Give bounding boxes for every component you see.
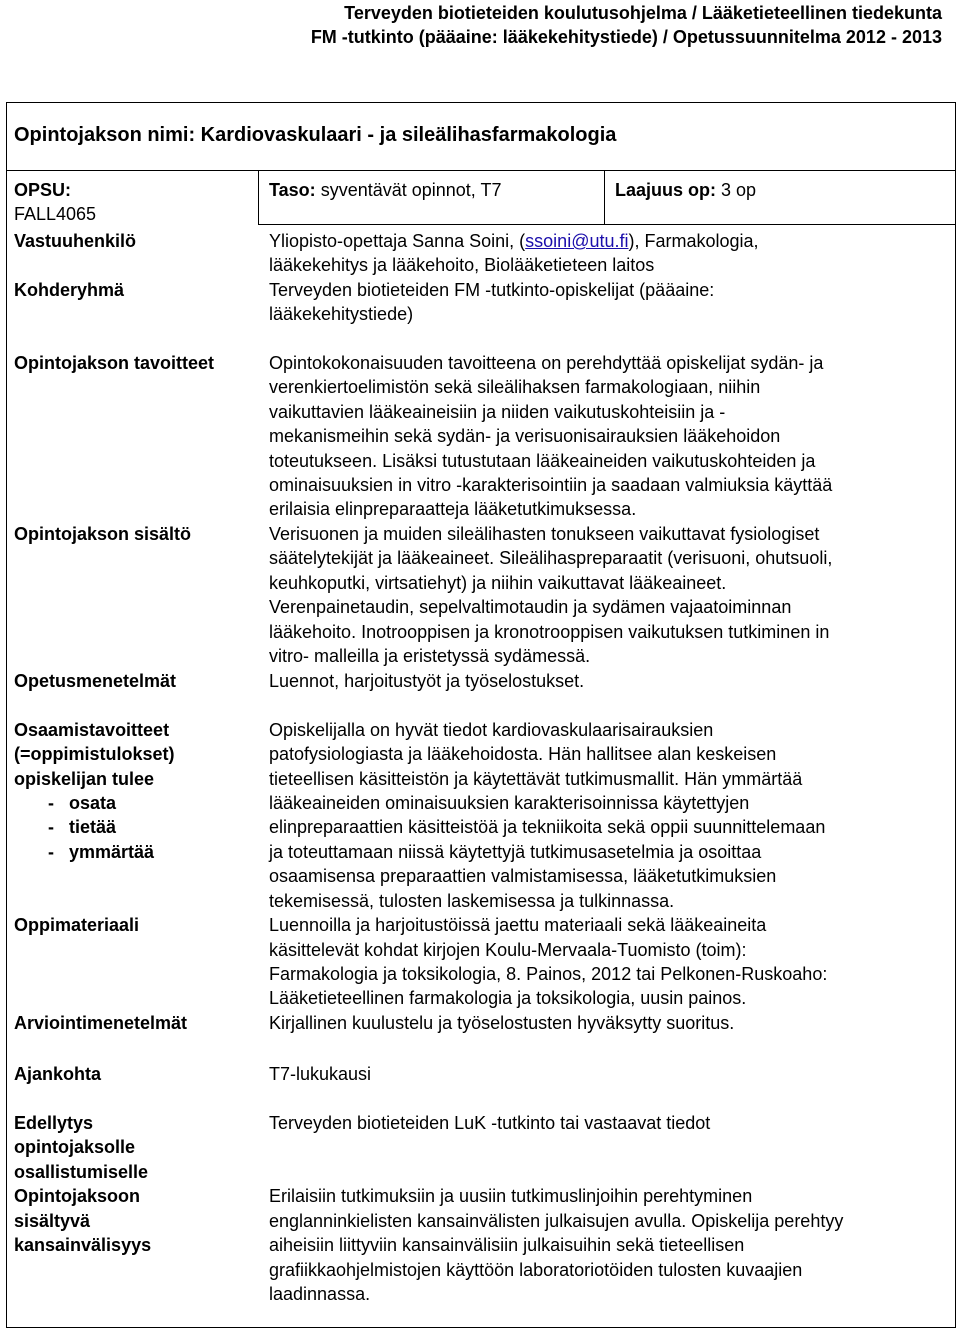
outcome-sub-item-text: ymmärtää bbox=[69, 842, 155, 862]
prerequisites-label: osallistumiselle bbox=[14, 1162, 149, 1182]
methods-line: Luennot, harjoitustyöt ja työselostukset. bbox=[269, 671, 585, 691]
outcomes-line: tekemisessä, tulosten laskemisessa ja tulkinnassa. bbox=[269, 891, 675, 911]
outcome-sub-item: - osata bbox=[48, 793, 117, 813]
international-line: englanninkielisten kansainvälisten julkaisujen avulla. Opiskelija perehtyy bbox=[269, 1211, 844, 1231]
international-label: sisältyvä bbox=[14, 1211, 91, 1231]
outcomes-line: patofysiologiasta ja lääkehoidosta. Hän hallitsee alan keskeisen bbox=[269, 744, 777, 764]
target-group-label: Kohderyhmä bbox=[14, 280, 125, 300]
materials-line: Lääketieteellinen farmakologia ja toksikologia, uusin painos. bbox=[269, 988, 747, 1008]
timing-line: T7-lukukausi bbox=[269, 1064, 372, 1084]
prerequisites-line: Terveyden biotieteiden LuK -tutkinto tai vastaavat tiedot bbox=[269, 1113, 711, 1133]
outcomes-label: Osaamistavoitteet bbox=[14, 720, 170, 740]
goals-line: erilaisia elinpreparaatteja lääketutkimuksessa. bbox=[269, 499, 637, 519]
table-divider bbox=[258, 170, 259, 225]
opsu-code: FALL4065 bbox=[14, 204, 97, 224]
international-line: Erilaisiin tutkimuksiin ja uusiin tutkimuslinjoihin perehtyminen bbox=[269, 1186, 753, 1206]
level-label: Taso: bbox=[269, 180, 316, 200]
international-label: Opintojaksoon bbox=[14, 1186, 140, 1206]
prerequisites-label: Edellytys bbox=[14, 1113, 94, 1133]
content-label: Opintojakson sisältö bbox=[14, 524, 192, 544]
table-divider bbox=[604, 170, 605, 225]
outcomes-label: (=oppimistulokset) bbox=[14, 744, 175, 764]
outcome-sub-item-text: tietää bbox=[69, 817, 117, 837]
assessment-label: Arviointimenetelmät bbox=[14, 1013, 188, 1033]
outcomes-line: lääkeaineiden ominaisuuksien karakterisoinnissa käytettyjen bbox=[269, 793, 750, 813]
methods-label: Opetusmenetelmät bbox=[14, 671, 177, 691]
materials-label: Oppimateriaali bbox=[14, 915, 140, 935]
target-group-line: Terveyden biotieteiden FM -tutkinto-opiskelijat (pääaine: bbox=[269, 280, 715, 300]
international-label: kansainvälisyys bbox=[14, 1235, 152, 1255]
outcomes-line: osaamisensa preparaattien valmistamisessa, lääketutkimuksien bbox=[269, 866, 777, 886]
timing-label: Ajankohta bbox=[14, 1064, 102, 1084]
outcomes-line: elinpreparaattien käsitteistöä ja tekniikoita sekä oppii suunnittelemaan bbox=[269, 817, 826, 837]
opsu-label: OPSU: bbox=[14, 180, 72, 200]
outcome-sub-item-text: osata bbox=[69, 793, 117, 813]
responsible-label: Vastuuhenkilö bbox=[14, 231, 137, 251]
goals-line: toteutukseen. Lisäksi tutustutaan lääkeaineiden vaikutuskohteiden ja bbox=[269, 451, 816, 471]
assessment-line: Kirjallinen kuulustelu ja työselostusten hyväksytty suoritus. bbox=[269, 1013, 735, 1033]
goals-label: Opintojakson tavoitteet bbox=[14, 353, 215, 373]
goals-line: mekanismeihin sekä sydän- ja verisuonisairauksien lääkehoidon bbox=[269, 426, 781, 446]
level-value: syventävät opinnot, T7 bbox=[320, 180, 502, 200]
outcomes-line: ja toteuttamaan niissä käytettyjä tutkimusasetelmia ja osoittaa bbox=[269, 842, 762, 862]
table-divider bbox=[6, 170, 956, 171]
target-group-line: lääkekehitystiede) bbox=[269, 304, 414, 324]
outcomes-line: tieteellisen käsitteistön ja käytettävät tutkimusmallit. Hän ymmärtää bbox=[269, 769, 803, 789]
level-field bbox=[269, 178, 501, 202]
outcomes-line: Opiskelijalla on hyvät tiedot kardiovaskulaarisairauksien bbox=[269, 720, 714, 740]
outcomes-label: opiskelijan tulee bbox=[14, 769, 155, 789]
credits-label: Laajuus op: bbox=[615, 180, 717, 200]
content-line: keuhkoputki, virtsatiehyt) ja niihin vaikuttavat lääkeaineet. bbox=[269, 573, 727, 593]
content-line: vitro- malleilla ja eristetyssä sydämessä. bbox=[269, 646, 591, 666]
faculty-header: Terveyden biotieteiden koulutusohjelma / Lääketieteellinen tiedekunta bbox=[344, 3, 942, 23]
course-name: Opintojakson nimi: Kardiovaskulaari - ja sileälihasfarmakologia bbox=[14, 124, 617, 146]
international-line: aiheisiin liittyviin kansainvälisiin julkaisuihin sekä tieteellisen bbox=[269, 1235, 745, 1255]
content-line: Verenpainetaudin, sepelvaltimotaudin ja sydämen vajaatoiminnan bbox=[269, 597, 792, 617]
content-line: lääkehoito. Inotrooppisen ja kronotrooppisen vaikutuksen tutkiminen in bbox=[269, 622, 830, 642]
materials-line: Luennoilla ja harjoitustöissä jaettu materiaali sekä lääkeaineita bbox=[269, 915, 767, 935]
goals-line: vaikuttavien lääkeaineisiin ja niiden vaikutuskohteisiin ja - bbox=[269, 402, 726, 422]
materials-line: käsittelevät kohdat kirjojen Koulu-Mervaala-Tuomisto (toim): bbox=[269, 940, 747, 960]
international-line: laadinnassa. bbox=[269, 1284, 371, 1304]
outcome-sub-item: - tietää bbox=[48, 817, 117, 837]
prerequisites-label: opintojaksolle bbox=[14, 1137, 136, 1157]
responsible-text: Yliopisto-opettaja Sanna Soini, ( bbox=[269, 231, 526, 251]
goals-line: ominaisuuksien in vitro -karakterisointiin ja saadaan valmiuksia käyttää bbox=[269, 475, 833, 495]
credits-value: 3 op bbox=[721, 180, 757, 200]
goals-line: verenkiertoelimistön sekä sileälihaksen farmakologiaan, niihin bbox=[269, 377, 761, 397]
credits-field bbox=[615, 178, 756, 202]
materials-line: Farmakologia ja toksikologia, 8. Painos, 2012 tai Pelkonen-Ruskoaho: bbox=[269, 964, 828, 984]
responsible-line: lääkekehitys ja lääkehoito, Biolääketieteen laitos bbox=[269, 255, 655, 275]
content-line: Verisuonen ja muiden sileälihasten tonukseen vaikuttavat fysiologiset bbox=[269, 524, 820, 544]
table-divider bbox=[258, 224, 956, 225]
email-link[interactable]: ssoini@utu.fi bbox=[525, 231, 629, 251]
responsible-text: ), Farmakologia, bbox=[628, 231, 759, 251]
content-line: säätelytekijät ja lääkeaineet. Sileälihaspreparaatit (verisuoni, ohutsuoli, bbox=[269, 548, 833, 568]
responsible-line bbox=[269, 229, 759, 253]
international-line: grafiikkaohjelmistojen käyttöön laboratoriotöiden tulosten kuvaajien bbox=[269, 1260, 803, 1280]
outcome-sub-item: - ymmärtää bbox=[48, 842, 155, 862]
curriculum-header: FM -tutkinto (pääaine: lääkekehitystiede) / Opetussuunnitelma 2012 - 2013 bbox=[310, 27, 942, 47]
goals-line: Opintokokonaisuuden tavoitteena on perehdyttää opiskelijat sydän- ja bbox=[269, 353, 824, 373]
